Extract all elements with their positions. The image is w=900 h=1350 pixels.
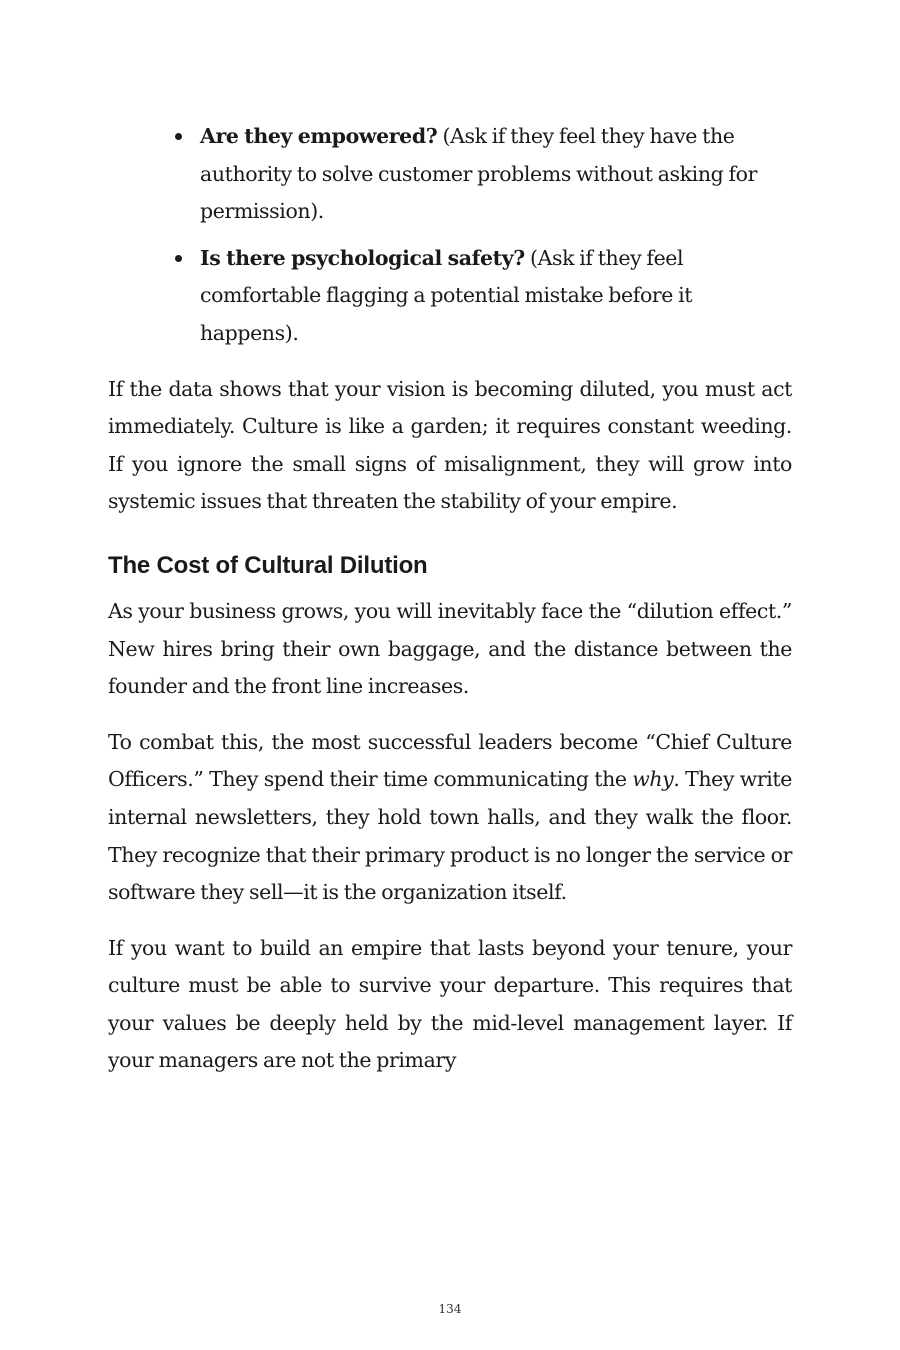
bullet-dot-icon (175, 255, 182, 262)
paragraph-text: To combat this, the most successful leaders become “Chief Culture Officers.” They spend their time communicating the (108, 729, 792, 792)
page-body (108, 118, 792, 1080)
section-heading: The Cost of Cultural Dilution (108, 551, 428, 579)
paragraph (108, 724, 792, 912)
emphasis-text: why (632, 767, 674, 792)
bullet-list (108, 118, 792, 353)
bullet-item (200, 118, 792, 231)
paragraph-text: . They write internal newsletters, they hold town halls, and they walk the floor. They recognize that their primary product is no longer the service or software they sell—it is the organization itself. (108, 767, 792, 905)
bullet-dot-icon (175, 133, 182, 140)
paragraph: As your business grows, you will inevitably face the “dilution effect.” New hires bring their own baggage, and the distance between the founder and the front line increases. (108, 598, 792, 699)
paragraph: If you want to build an empire that lasts beyond your tenure, your culture must be able to survive your departure. This requires that your values be deeply held by the mid-level management layer. If your managers are not the primary (108, 935, 792, 1073)
bullet-bold-lead: Is there psychological safety? (200, 245, 525, 270)
paragraph: If the data shows that your vision is becoming diluted, you must act immediately. Culture is like a garden; it requires constant weeding. If you ignore the small signs of misalignment, they will grow into systemic issues that threaten the stability of your empire. (108, 376, 792, 514)
bullet-text: (Ask if they feel they have the authority to solve customer problems without asking for permission). (200, 124, 758, 224)
bullet-item (200, 240, 792, 353)
page-number: 134 (438, 1302, 462, 1316)
bullet-text: (Ask if they feel comfortable flagging a potential mistake before it happens). (200, 245, 693, 345)
bullet-bold-lead: Are they empowered? (200, 124, 438, 148)
